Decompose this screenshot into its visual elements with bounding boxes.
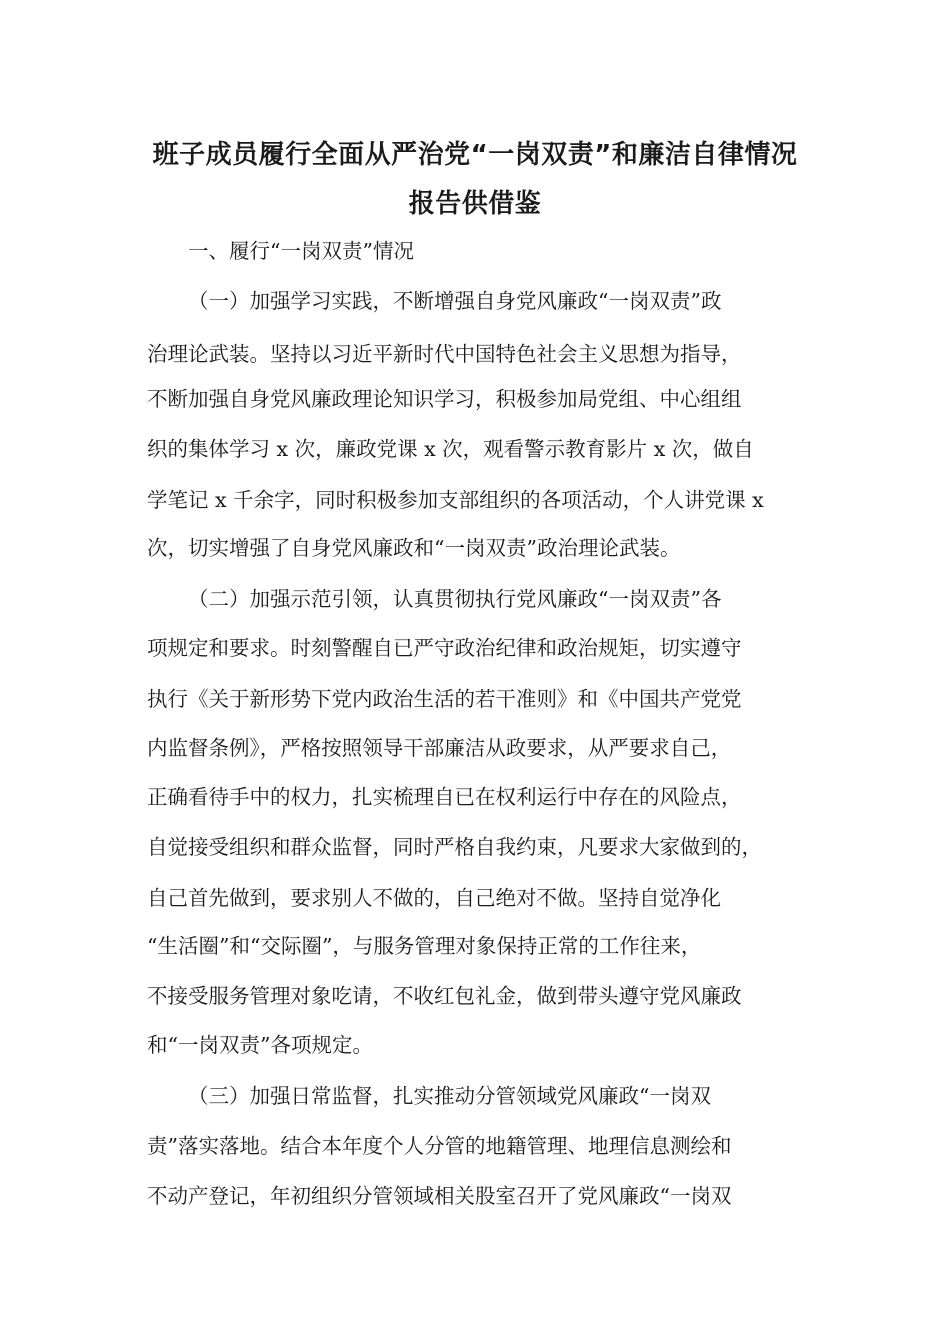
body-line: 不断加强自身党风廉政理论知识学习，积极参加局党组、中心组组 [147, 387, 742, 411]
body-line: 织的集体学习 x 次，廉政党课 x 次，观看警示教育影片 x 次，做自 [147, 437, 754, 461]
body-line: 执行《关于新形势下党内政治生活的若干准则》和《中国共产党党 [147, 687, 742, 711]
document-title-line-1: 班子成员履行全面从严治党“一岗双责”和廉洁自律情况 [152, 140, 798, 170]
body-line: 不动产登记，年初组织分管领域相关股室召开了党风廉政“一岗双 [147, 1184, 732, 1208]
body-line: 学笔记 x 千余字，同时积极参加支部组织的各项活动，个人讲党课 x [147, 488, 764, 512]
body-line: “生活圈”和“交际圈”，与服务管理对象保持正常的工作往来， [147, 934, 702, 958]
body-line: 责”落实落地。结合本年度个人分管的地籍管理、地理信息测绘和 [147, 1134, 732, 1158]
body-line: （一）加强学习实践，不断增强自身党风廉政“一岗双责”政 [188, 289, 722, 313]
body-line: 自觉接受组织和群众监督，同时严格自我约束，凡要求大家做到的， [147, 835, 762, 859]
section-heading: 一、履行“一岗双责”情况 [188, 239, 414, 263]
body-line: 次，切实增强了自身党风廉政和“一岗双责”政治理论武装。 [147, 536, 681, 560]
document-title-line-2: 报告供借鉴 [408, 189, 542, 219]
body-line: 内监督条例》，严格按照领导干部廉洁从政要求，从严要求自己， [147, 736, 732, 760]
body-line: 正确看待手中的权力，扎实梳理自已在权利运行中存在的风险点， [147, 785, 742, 809]
body-line: 自己首先做到，要求别人不做的，自己绝对不做。坚持自觉净化 [147, 886, 721, 910]
body-line: （三）加强日常监督，扎实推动分管领域党风廉政“一岗双 [188, 1084, 711, 1108]
body-line: 项规定和要求。时刻警醒自已严守政治纪律和政治规矩，切实遵守 [147, 636, 742, 660]
body-line: 不接受服务管理对象吃请，不收红包礼金，做到带头遵守党风廉政 [147, 984, 742, 1008]
body-line: 和“一岗双责”各项规定。 [147, 1033, 373, 1057]
body-line: （二）加强示范引领，认真贯彻执行党风廉政“一岗双责”各 [188, 587, 722, 611]
body-line: 治理论武装。坚持以习近平新时代中国特色社会主义思想为指导， [147, 342, 742, 366]
